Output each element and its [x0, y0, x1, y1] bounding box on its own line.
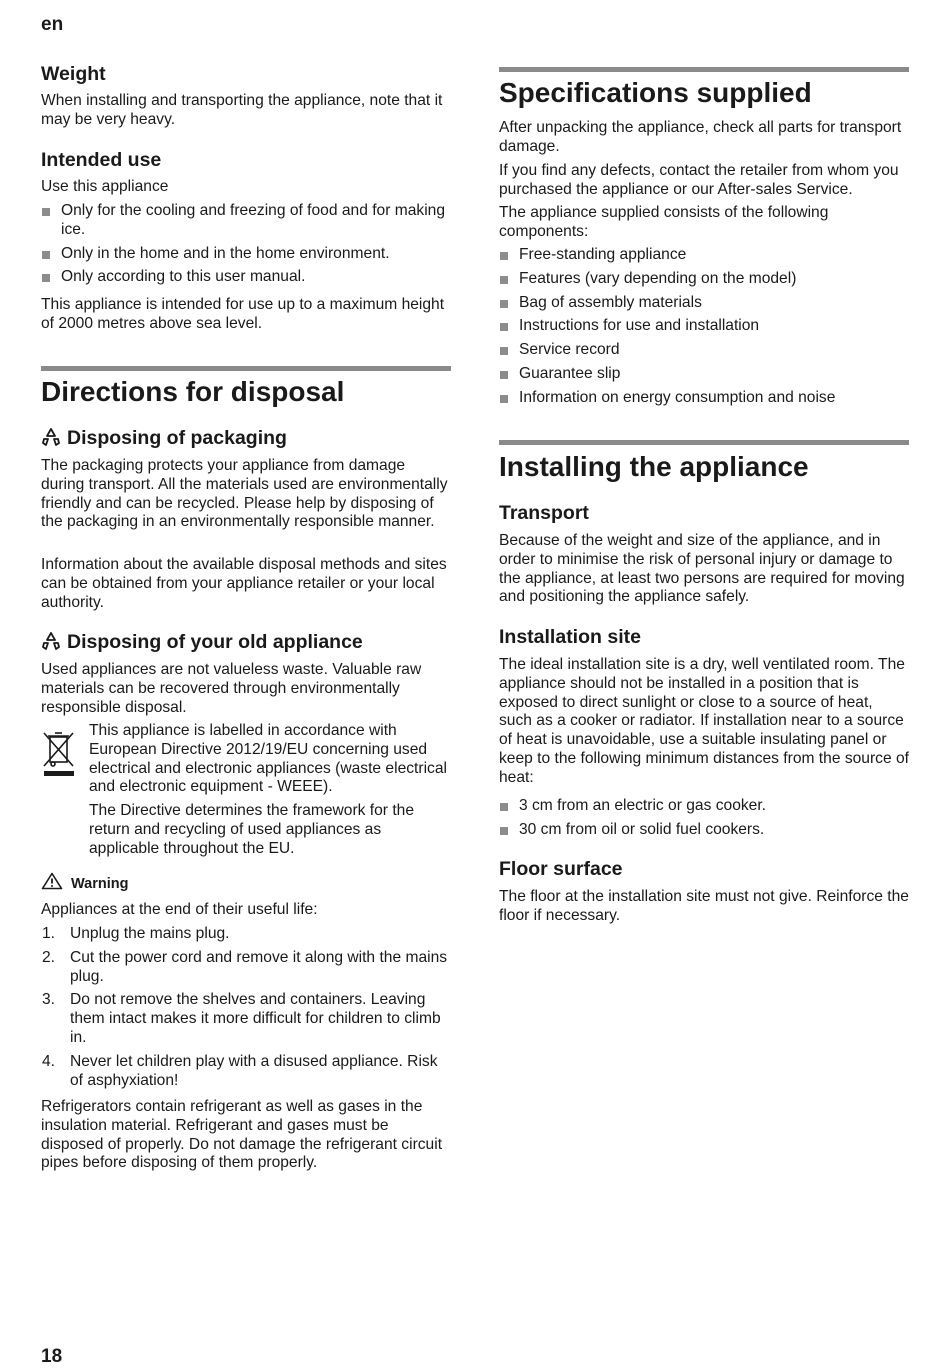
intended-use-heading: Intended use — [41, 149, 162, 171]
list-item: 3. Do not remove the shelves and containers. Leaving them intact makes it more difficult for children to climb in. — [42, 991, 441, 1046]
weight-heading: Weight — [41, 63, 106, 85]
installation-site-heading: Installation site — [499, 626, 641, 648]
list-item: Free-standing appliance — [499, 246, 909, 265]
warning-triangle-icon — [41, 872, 63, 890]
transport-text: Because of the weight and size of the appliance, and in order to minimise the risk of personal injury or damage to the appliance, at least two persons are required for moving and positioning the appliance safely. — [499, 532, 905, 606]
list-item: 4. Never let children play with a disused appliance. Risk of asphyxiation! — [42, 1052, 438, 1089]
disposing-packaging-heading — [41, 426, 451, 450]
transport-heading: Transport — [499, 502, 589, 524]
packaging-paragraph-1: The packaging protects your appliance from damage during transport. All the materials used are environmentally friendly and can be recycled. Please help by disposing of the packaging in an environmentally responsible manner. — [41, 457, 448, 531]
section-divider — [499, 440, 909, 445]
intended-use-intro: Use this appliance — [41, 178, 169, 195]
installing-heading: Installing the appliance — [499, 451, 809, 482]
specs-paragraph-1: After unpacking the appliance, check all parts for transport damage. — [499, 119, 902, 155]
floor-surface-text: The floor at the installation site must not give. Reinforce the floor if necessary. — [499, 888, 909, 924]
old-appliance-paragraph: Used appliances are not valueless waste. Valuable raw materials can be recovered through environmentally responsible disposal. — [41, 661, 422, 716]
components-list — [499, 246, 909, 413]
section-divider — [41, 366, 451, 371]
list-item: Information on energy consumption and noise — [499, 389, 909, 408]
list-item: 2. Cut the power cord and remove it along with the mains plug. — [42, 948, 448, 985]
list-item: Features (vary depending on the model) — [499, 270, 909, 289]
list-item: Instructions for use and installation — [499, 317, 909, 336]
list-item: Only according to this user manual. — [41, 268, 451, 287]
warning-heading — [41, 872, 451, 892]
page-number: 18 — [41, 1346, 63, 1367]
list-item: Bag of assembly materials — [499, 294, 909, 313]
intended-use-list — [41, 202, 451, 292]
list-item: Guarantee slip — [499, 365, 909, 384]
packaging-paragraph-2: Information about the available disposal methods and sites can be obtained from your appliance retailer or your local authority. — [41, 556, 447, 611]
list-item: 30 cm from oil or solid fuel cookers. — [499, 821, 909, 840]
weee-paragraph-1: This appliance is labelled in accordance with European Directive 2012/19/EU concerning used electrical and electronic appliances (waste electrical and electronic equipment - WEEE). — [89, 722, 447, 796]
section-divider — [499, 67, 909, 72]
specifications-heading: Specifications supplied — [499, 77, 812, 108]
refrigerant-paragraph: Refrigerators contain refrigerant as well as gases in the insulation material. Refrigerant and gases must be disposed of properly. Do not damage the refrigerant circuit pipes before disposing of them properly. — [41, 1098, 443, 1172]
disposing-packaging-label: Disposing of packaging — [67, 427, 287, 449]
distances-list — [499, 797, 909, 845]
altitude-note: This appliance is intended for use up to a maximum height of 2000 metres above sea level. — [41, 296, 445, 332]
warning-intro: Appliances at the end of their useful life: — [41, 901, 318, 918]
list-item: Only in the home and in the home environment. — [41, 245, 451, 264]
warning-label: Warning — [71, 876, 129, 892]
specs-paragraph-3: The appliance supplied consists of the following components: — [499, 204, 829, 240]
recycling-icon — [41, 631, 61, 651]
warning-steps — [41, 925, 451, 1095]
disposal-heading: Directions for disposal — [41, 376, 345, 407]
list-item: Service record — [499, 341, 909, 360]
disposing-old-appliance-heading — [41, 630, 451, 654]
floor-surface-heading: Floor surface — [499, 858, 623, 880]
list-item: 1. Unplug the mains plug. — [42, 925, 230, 942]
weee-paragraph-2: The Directive determines the framework for the return and recycling of used appliances as applicable throughout the EU. — [89, 802, 414, 857]
language-code: en — [41, 14, 64, 35]
recycling-icon — [41, 427, 61, 447]
weight-text: When installing and transporting the appliance, note that it may be very heavy. — [41, 92, 443, 128]
disposing-old-appliance-label: Disposing of your old appliance — [67, 631, 363, 653]
list-item: Only for the cooling and freezing of food and for making ice. — [41, 202, 451, 240]
specs-paragraph-2: If you find any defects, contact the retailer from whom you purchased the appliance or our After-sales Service. — [499, 162, 899, 198]
list-item: 3 cm from an electric or gas cooker. — [499, 797, 909, 816]
installation-site-text: The ideal installation site is a dry, well ventilated room. The appliance should not be installed in a position that is exposed to direct sunlight or close to a source of heat, such as a cooker or radiator. If installation near to a source of heat is unavoidable, use a suitable insulating panel or keep to the following minimum distances from the source of heat: — [499, 656, 909, 786]
weee-crossed-bin-icon — [41, 730, 77, 780]
